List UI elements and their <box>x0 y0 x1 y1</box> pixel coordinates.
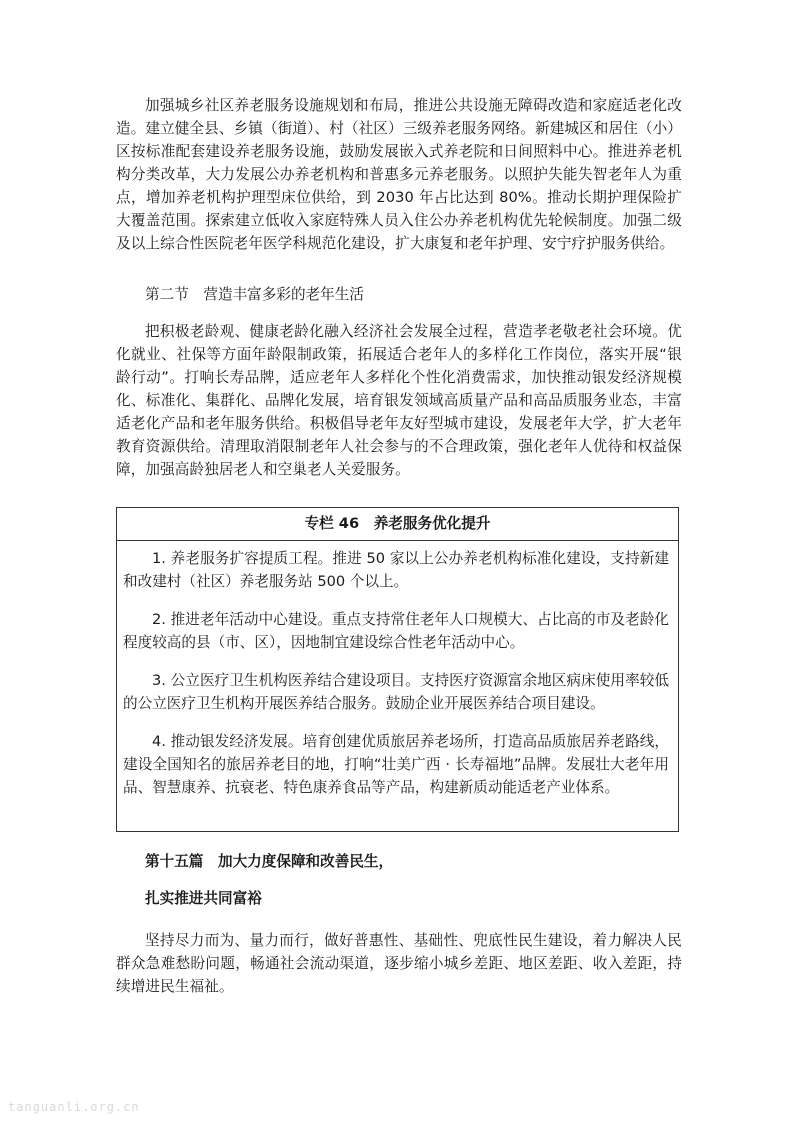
watermark-text: tanguanli.org.cn <box>8 1100 140 1114</box>
column-box-item: 3. 公立医疗卫生机构医养结合建设项目。支持医疗资源富余地区病床使用率较低的公立医疗卫生机构开展医养结合服务。鼓励企业开展医养结合项目建设。 <box>123 672 669 712</box>
column-box-46 <box>116 507 679 832</box>
column-box-body <box>117 547 678 799</box>
column-box-item: 4. 推动银发经济发展。培育创建优质旅居养老场所，打造高品质旅居养老路线，建设全国知名的旅居养老目的地，打响“壮美广西 · 长寿福地”品牌。发展壮大老年用品、智慧康养、抗衰老、特色康养食品等产品，构建新质动能适老产业体系。 <box>123 733 669 796</box>
column-box-item: 1. 养老服务扩容提质工程。推进 50 家以上公办养老机构标准化建设，支持新建和改建村（社区）养老服务站 500 个以上。 <box>123 550 669 590</box>
part-15-title: 第十五篇 加大力度保障和改善民生， <box>145 853 394 870</box>
part-15-subtitle: 扎实推进共同富裕 <box>145 890 262 907</box>
column-box-item: 2. 推进老年活动中心建设。重点支持常住老年人口规模大、占比高的市及老龄化程度较高的县（市、区），因地制宜建设综合性老年活动中心。 <box>123 611 669 651</box>
paragraph-elderly-care-facilities: 加强城乡社区养老服务设施规划和布局，推进公共设施无障碍改造和家庭适老化改造。建立健全县、乡镇（街道）、村（社区）三级养老服务网络。新建城区和居住（小）区按标准配套建设养老服务设施，鼓励发展嵌入式养老院和日间照料中心。推进养老机构分类改革，大力发展公办养老机构和普惠多元养老服务。以照护失能失智老年人为重点，增加养老机构护理型床位供给，到 2030 年占比达到 80%。推动长期护理保险扩大覆盖范围。探索建立低收入家庭特殊人员入住公办养老机构优先轮候制度。加强二级及以上综合性医院老年医学科规范化建设，扩大康复和老年护理、安宁疗护服务供给。 <box>116 97 682 252</box>
paragraph-elderly-life: 把积极老龄观、健康老龄化融入经济社会发展全过程，营造孝老敬老社会环境。优化就业、社保等方面年龄限制政策，拓展适合老年人的多样化工作岗位，落实开展“银龄行动”。打响长寿品牌，适应老年人多样化个性化消费需求，加快推动银发经济规模化、标准化、集群化、品牌化发展，培育银发领域高质量产品和高品质服务业态，丰富适老化产品和老年服务供给。积极倡导老年友好型城市建设，发展老年大学，扩大老年教育资源供给。清理取消限制老年人社会参与的不合理政策，强化老年人优待和权益保障，加强高龄独居老人和空巢老人关爱服务。 <box>116 323 682 478</box>
column-box-title: 专栏 46 养老服务优化提升 <box>117 508 678 541</box>
section-2-title: 第二节 营造丰富多彩的老年生活 <box>145 286 364 303</box>
paragraph-livelihood: 坚持尽力而为、量力而行，做好普惠性、基础性、兜底性民生建设，着力解决人民群众急难愁盼问题，畅通社会流动渠道，逐步缩小城乡差距、地区差距、收入差距，持续增进民生福祉。 <box>116 932 682 995</box>
